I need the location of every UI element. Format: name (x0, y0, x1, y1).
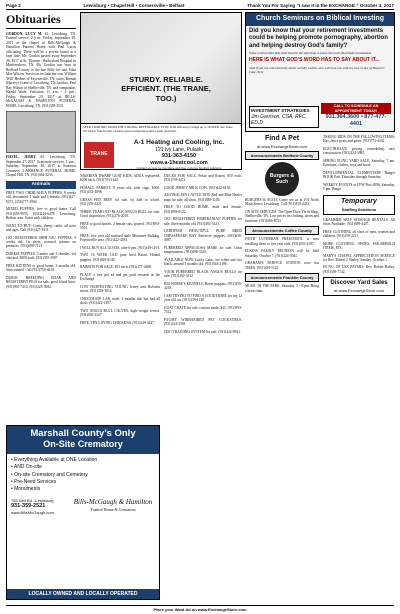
paper-locations: Lewisburg • Chapel Hill • Cornersville • Belfast (83, 2, 185, 8)
marshall-ad (6, 425, 160, 600)
classified-ad: GOOD JERSEY MILK COW, (931)422-6155. (164, 185, 232, 190)
announce-ad: BURGERS & SUCH. Come see us at 101 North Main Street, Lewisburg. Call (931)359-4433. (245, 197, 319, 207)
church-seminar-ad (245, 12, 395, 132)
obituaries-column (6, 12, 76, 292)
find-title: Find A Pet (264, 135, 300, 142)
classified-ad: FEMALE PARROT, 8 years old, with cage, $500. (931)433-4098. (80, 185, 160, 195)
marshall-contact-row (7, 496, 159, 517)
church-question: Did you know that your retirement investments could be helping promote pornography, abortion and helping destroy God’s family? (249, 27, 388, 49)
service-item: • Monuments (11, 486, 41, 493)
announce-ad: GRAHAM'S SERVICE STATION now has TIRES. (931)359-5122. (245, 261, 319, 270)
announce-header: Announcements Bedford County (245, 151, 319, 160)
classified-ad: CKC REGISTERED POMERANIAN PUPPIES for sale, three months old. (931)492-5321. (164, 217, 242, 226)
obit-hazel-name: HAZEL, JERRY (6, 155, 36, 160)
marshall-firm-logo (71, 498, 155, 515)
obituaries-title: Obituaries (6, 12, 76, 29)
classified-ad: MARY'S CHAPEL APPRECIATION SERVICE for Rev. Robert J. Bailey, Sunday, October 1. (323, 253, 395, 262)
classified-ad: ELECTRICIAN, pricing, remodeling, new construction. (931)224-3982. (323, 146, 395, 156)
service-item: • Pre-Need Services (11, 478, 57, 485)
classified-ad: TAKING BIDS ON THE FOLLOWING ITEMS: Hay, fence posts and gates. (931)773-4432. (323, 135, 395, 144)
animal-ad: CKC REGISTERED SHIH TZU PUPPIES, 9 weeks old, 1st shots, wormed, parents on premises. (931)698-7113. (6, 235, 76, 249)
animal-ad: FREE TWO CHIHUAHUA PUPPIES, 8 weeks old, dewormed, 1 male and 1 female. (931)427-9471, (256)777-3984. (6, 190, 76, 204)
classified-ad: FREE, five year old mustard male Miniature Bulldog. Fayetteville area. (931)422-4581. (80, 233, 160, 243)
announce-header: Announcements Franklin County (245, 273, 319, 282)
classified-ad: COW HARVESTING YOUNG Jersey and Holstein steers. (931)359-3014. (80, 284, 160, 294)
announce-ad: MUSIC IN THE PARK, Saturday, 5 - 8 pm. Bring a lawn chair. (245, 284, 319, 293)
marshall-web: www.BillsMcGaugh.com (11, 509, 54, 515)
classified-ad: I AM TRYING TO FIND A GOOD HOME for my 12 year old cat. (931)359-1138. (164, 293, 242, 303)
discover-yard-sales-ad (323, 277, 395, 296)
announce-ad: ELKINS FAMILY REUNION will be held Saturday, October 7. (931)224-3941. (245, 249, 319, 258)
classifieds-col3 (164, 174, 242, 602)
animals-heading: Animals (6, 181, 76, 189)
disc-site: at www.ExchangeStore.com (333, 287, 385, 293)
classified-ad: SPRING FLING YARD SALE, Saturday, 7 am. Furniture, clothes, toys and more. (323, 158, 395, 168)
classifieds-col5 (323, 135, 395, 600)
inv-title: INVESTMENT STRATEGIES (251, 107, 310, 113)
service-item: • Everything Available at ONE Location (11, 457, 98, 464)
announcements-column (245, 135, 319, 296)
classified-ad: AVAILABLE NOW, Gorky Lake, two white and two black, around 5 months old. (931)363-2186. (164, 257, 242, 267)
inv-name: Jim Garrison, CSA, RFC, ED.D (251, 113, 307, 126)
temp-sub: Staffing Solutions (341, 206, 377, 212)
header-tagline: Thank You For Saying “I saw it in the EXCHANGE.” October 4, 2017 (247, 2, 394, 8)
classified-ad: PYGMY WIREHAIRED PET COCKATIELS. (931)224-3581. (164, 317, 242, 327)
marshall-firm2: Funeral Home & Cremation (90, 506, 136, 512)
trane-business (81, 138, 241, 170)
marshall-services (7, 454, 159, 496)
classified-ad: DOG TRAINING SYSTEM for sale. (931)422-8941. (164, 329, 241, 334)
classified-ad: PLACE a free pet ad and get paid rewards in the Exchange. (80, 272, 160, 282)
marshall-line1: Marshall County’s Only (30, 428, 136, 439)
classified-ad: FREE, TEN LAYING CHICKENS. (931)349-4127. (80, 320, 155, 325)
classified-ad: BIG HORSE'S KENNELS. Boxer puppies. (931)359-4218. (164, 281, 242, 291)
classified-ad: PUREBRED APPALOOSA MARE for sale. Great temperament. (931)698-3316. (164, 245, 242, 255)
marshall-banner (7, 426, 159, 454)
biz-note: Contact us now for complete and free in-home comfort solutions (136, 165, 222, 170)
classified-ad: THREE YEAR OLD BLACK ANGUS BULL for sale. Good disposition. (931)276-2018. (80, 209, 160, 219)
animal-ad: DUROC BREEDING BOAR AND REGISTERED PIGS for sale, good blood lines. (931)993-7410, (931)225-3982. (6, 275, 76, 289)
classified-ad: GRAMMER SELF STORAGE RENTALS. All Sizes Available. (931)388-4447. (323, 217, 395, 227)
classified-ad: DUCKS FOR SALE, Pekin and Rouen, $10 each. (931)703-4411. (164, 174, 242, 183)
classified-ad: TWO ANGUS BULL CALVES, high weight record. (931)492-3327. (80, 308, 160, 318)
animal-ad: WANT TO BUY: Goats, sheep, cattle, all sizes and ages. Call (931)427-3911. (6, 223, 76, 233)
church-verse: 'And if you are untrustworthy about worldly wealth, who will trust you with the true riches of Heaven?' Luke 16:11 (249, 65, 385, 74)
classified-ad: GRASS FED BEEF for sale, by half or whole. (931)359-4221. (80, 197, 160, 207)
announce-ad: ON SITE SERVICES. The Open Door Thrift Shop, Shelbyville, TN. Low prices on clothing, shoes and furniture. (931)684-8733. (245, 209, 319, 223)
trane-ad-photo (81, 13, 241, 123)
biz-web: www.a-1heatcool.com (150, 159, 208, 166)
marshall-firm: Bills-McGaugh & Hamilton (73, 497, 153, 506)
classified-ad: GOAT CRATE for sale, custom made, $45. (931)993-7412. (164, 305, 242, 315)
burger-logo: Burgers & Such (265, 162, 299, 196)
announce-header: Announcements Coffee County (245, 226, 319, 235)
classified-ad: FREE to good homes, 2 female cats, spayed. (931)993-5501. (80, 221, 160, 231)
find-site: at www.ExchangeStore.com (256, 143, 308, 149)
marshall-address: 755 Nell Rd., Lewisburg (11, 497, 54, 503)
animal-ad: MIXED PUPPIES, free to good home. Call (931)359-9955, (931)224-6478. Lewisburg, Belfast area. Great with children. (6, 207, 76, 221)
classified-ad: YOUR PUREBRED BLACK ANGUS BULLS for sale. (931)492-3212. (164, 269, 242, 279)
classified-ad: CHOCOLATE LAB, male, 4 months old, has had all shots. (931)422-1497. (80, 296, 160, 306)
trane-slogan: STURDY. RELIABLE. EFFICIENT. (THE TRANE, TOO.) (121, 75, 211, 103)
marshall-contact (11, 498, 71, 515)
disc-title: Discover Yard Sales (330, 280, 388, 287)
classified-ad: IN NO. OF TAX PAYERS: Rev. Robert Bailey. (931)359-7142. (323, 265, 395, 274)
classified-ad: DEVELOPMENTAL ELEMENTARY Ranger BOOK Fair, Thursday through Saturday. (323, 170, 395, 180)
classified-ad: NIGERIAN DWARF GOAT KIDS, ADGA registered, $200 each. (931)703-1442. (80, 174, 160, 183)
classified-ad: TWO 16 WEEK OLD pure bred Basset Hound puppies. (931)629-8140. (80, 253, 160, 262)
call-text: CALL TO SCHEDULE AN APPOINTMENT TODAY! (321, 103, 391, 114)
trane-caption: SEEK COMFORT FROM THE STRONG, DEPENDABLE TYPE. With efficiency ratings up to 18 SEER, the Trane XV18 has features like variable speed compression and a quiet operation. (81, 123, 241, 134)
classified-ad: AUSTRALIAN CATTLE DOG Red and Blue Heeler pups for sale, all shots. (931)388-3149. (164, 193, 242, 202)
page-footer: Place your Want Ad on www.ExchangeStore.com (6, 605, 394, 612)
obit-hazel-photo (6, 111, 76, 153)
obit-hazel (6, 155, 76, 177)
trane-logo: TRANE (84, 142, 114, 168)
temporary-staffing-ad (323, 195, 395, 215)
church-call (321, 103, 391, 128)
service-item: • On-site Crematory and Cemetery (11, 471, 88, 478)
obit-gordon-name: GORDON, LUCY M. (6, 32, 43, 36)
announce-ad: FAITH LUTHERAN PRESCHOOL is now enrolling three to five year olds. (931)455-3187. (245, 237, 319, 246)
classified-ad: MORE CLOTHING, SHOES, HOUSEHOLD ITEMS, ETC. (323, 241, 395, 251)
page-header (6, 2, 394, 10)
classified-ad: WEEKLY EVENTS at VFW Post 4096, Saturday, 1 pm. Bingo. (323, 182, 395, 192)
biz-phone: 931-363-4150 (161, 152, 197, 159)
temp-title: Temporary (341, 197, 377, 205)
obit-gordon (6, 32, 76, 108)
classifieds-col2 (80, 174, 160, 422)
animal-ad: DORKIE PUPPIES, 5 males and 3 females, vet checked. $300 each. (931)355-3987. (6, 251, 76, 261)
animal-ad: FREE KITTENS to good home. 3 months old, litter trained. Call (931)759-4618. (6, 263, 76, 273)
page-number: Page 2 (6, 2, 21, 8)
obit-gordon-text: 62, Lewisburg, TN. Funeral service, 2 p.m., Friday, September 29, 2017 at the chapel of Bills-McGaugh & Hamilton Funeral Home with Paul Lucas officiating. There will be a private burial at a later date. Ms. Gordon passed away September 26, 2017 at St. Thomas - Rutherford Hospital in Murfreesboro, TN. Ms. Gordon was born in Bedford County to the late Billy Joe and Edna Mae Wilson. Survivors include her son, William 'Will' Herbert of Fayetteville, TN; sister, Brenda (Harvey) Crane of Lewisburg, TN; brother, Paul Ray Wilson of Shelbyville, TN; and companion, Harold Wade. Visitation, 11 a.m. - 2 p.m., Friday, September 29, 2017 at BILLS-McGAUGH & HAMILTON FUNERAL HOME, Lewisburg, TN. (931)359-2521. (6, 32, 76, 108)
biz-name: A-1 Heating and Cooling, Inc. (133, 138, 225, 146)
church-red-line: HERE IS WHAT GOD’S WORD HAS TO SAY ABOUT IT... (249, 57, 380, 64)
church-investment-box (249, 106, 319, 128)
classified-ad: FREE CLOTHING all sizes of men, women and children. (931)359-2211. (323, 229, 395, 239)
marshall-line2: On-Site Crematory (43, 439, 123, 450)
call-phone: 931.364.3600 • 877-477-4401 (325, 114, 387, 128)
service-item: • AND On-site (11, 464, 42, 471)
classified-ad: RABBITS FOR SALE, $15 each. (931)277-4408. (80, 265, 152, 270)
trane-ad (80, 12, 242, 170)
marshall-footer: LOCALLY OWNED AND LOCALLY OPERATED (7, 589, 159, 599)
classified-ad: FREE TO GOOD HOME, male and female. (931)993-8122. (164, 205, 242, 214)
classified-ad: I WILL BUY ALL GOATS, after 6 pm. (931)349-1193. (80, 245, 160, 250)
trane-biz (117, 139, 241, 170)
church-sub: Some would rather hide their head in the sand than to know the truth about their investments. (249, 51, 372, 56)
marshall-phone: 931-359-2521 (11, 502, 46, 509)
biz-address: 121 Ivy Lane, Pulaski (155, 146, 203, 153)
classified-ad: CERTIFIED BEAUTIFUL PURE BRED CHESAPEAKE BAY Retriever puppies. (615)636-4987. (164, 229, 242, 243)
church-title: Church Seminars on Biblical Investing (246, 13, 394, 26)
obit-hazel-text: 65, Lewisburg, TN. September 27, 2017. Graveside services, 1 p.m., Saturday, September 30, 2017 at Swanson Cemetery. LAWRENCE FUNERAL HOME, Chapel Hill, TN. (931)364-2233. (6, 155, 76, 178)
